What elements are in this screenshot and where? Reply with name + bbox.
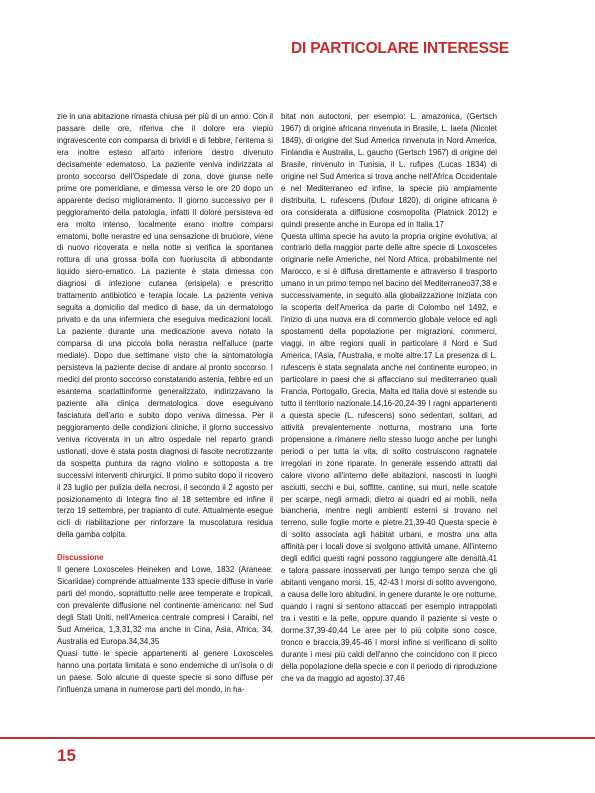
discussion-paragraph-genus: Il genere Loxosceles Heineken and Lowe, 1832 (Araneae: Sicariidae) comprende attualmente 133 specie diffuse in varie parti del mondo, soprattutto nelle aree temperate e tropicali, con prevalente diffusione nel continente americano: nel Sud degli Stati Uniti, nell'America centrale compresi i Caraibi, nel Sud America, 1,3,31,32 ma anche in Cina, Asia, Africa, 34, Australia ed Europa.34,34,35 xyxy=(57,565,273,646)
left-text-column xyxy=(57,111,273,696)
footer-divider xyxy=(0,737,595,739)
page-section-title: DI PARTICOLARE INTERESSE xyxy=(291,40,509,57)
right-text-column xyxy=(281,111,497,685)
rufescens-paragraph: Questa ultima specie ha avuto la propria origine evolutiva, al contrario della maggior parte delle altre specie di Loxosceles originarie nelle Americhe, nel Nord Africa, probabilmente nel Marocco, e si è diffusa direttamente e attraverso il trasporto umano in un primo tempo nel bacino del Mediterraneo37,38 e successivamente, in seguito alla globalizzazione iniziata con la scoperta dell'America da parte di Colombo nel 1492, e l'inizio di una nuova era di commercio globale veloce ed agli spostamenti della popolazione per migrazioni, commerci, viaggi, in altre regioni quali in particolare il Nord e Sud America, l'Asia, l'Australia, e molte altre.17 La presenza di L. rufescens è stata segnalata anche nel continente europeo, in particolare in paesi che si affacciano sul mediterraneo quali Francia, Portogallo, Grecia, Malta ed Italia dove si estende su tutto il territorio nazionale.14,16-20,24-39 I ragni appartenenti a questa specie (L. rufescens) sono sedentari, solitari, ad attività prevalentemente notturna, mostrano una forte propensione a rimanere nello stesso luogo anche per lunghi periodi o per tutta la vita, di solito costruiscono ragnatele irregolari in zone riparate. In generale essendo attratti dal calore vivono all'interno delle abitazioni, nascosti in luoghi asciutti, secchi e bui, soffitte, cantine, sui muri, nelle scatole per scarpe, negli armadi, dietro ai quadri ed ai mobili, nella biancheria, mentre negli ambienti esterni si trovano nel terreno, sulle foglie morte e pietre.21,39-40 Questa specie è di solito associata agli habitat urbani, e mostra una alta affinità per i locali dove si svolgono attività umane. All'interno degli edifici questi ragni possono raggiungere alte densità,41 e talora passare inosservati per lungo tempo senza che gli abitanti vengano morsi. 15, 42-43 I morsi di solito avvengono, a causa delle loro abitudini, in genere durante le ore notturne, quando i ragni si sentono attaccati per esempio intrappolati tra i vestiti e la pelle, oppure quando il paziente si veste o dorme.37,39-40,44 Le aree per lo più colpite sono cosce, tronco e braccia.39,45-46 I morsi infine si verificano di solito durante i mesi più caldi dell'anno che coincidono con il picco della popolazione della specie e con il periodo di riproduzione che va da maggio ad agosto).37,46 xyxy=(281,231,497,683)
habitat-paragraph: bitat non autoctoni, per esempio: L. amazonica, (Gertsch 1967) di origine africana rinvenuta in Brasile, L. laeta (Nicolet 1849), di origine del Sud America rinvenuta in Nord America, Finlandia e Australia, L. gaucho (Gertsch 1967) di origine del Brasile, rinvenuto in Tunisia, il L. rufipes (Lucas 1834) di origine nel Sud America si trova anche nell'Africa Occidentale e nel Mediterraneo ed infine, la specie più ampiamente distribuita, L. rufescens (Dufour 1820), di origine africana è ora considerata a diffusione cosmopolita (Platnick 2012) e quindi presente anche in Europa ed in Italia.17 xyxy=(281,112,497,229)
discussion-heading: Discussione xyxy=(57,553,104,563)
page-number: 15 xyxy=(57,746,76,765)
discussion-paragraph-species: Quasi tutte le specie appartenenti al genere Loxosceles hanno una portata limitata e sono endemiche di un'isola o di un paese. Solo alcune di queste specie si sono diffuse per l'influenza umana in numerose parti del mondo, in ha- xyxy=(57,648,273,694)
case-report-paragraph: zie in una abitazione rimasta chiusa per più di un anno. Con il passare delle ore, riferiva che il dolore era viepiù ingravescente con comparsa di brividi e di febbre, l'eritema si era inoltre esteso all'arto inferiore destro divenuto decisamente edematoso. La paziente veniva indirizzata al pronto soccorso dell'Ospedale di zona, dove giunse nelle prime ore pomeridiane, e dimessa verso le ore 20 dopo un apparente deciso miglioramento. Il giorno successivo per il peggioramento della patologia, infatti il dolore persisteva ed era molto intenso, localmente erano inoltre comparsi ematomi, bolle nerastre ed una sensazione di bruciore, viene di nuovo ricoverata e nella notte si verifica la spontanea rottura di una grossa bolla con fuoriuscita di abbondante liquido siero-ematico. La paziente è stata dimessa con diagnosi di infezione cutanea (erisipela) e prescritto trattamento antibiotico e terapia locale. La paziente veniva seguita a domicilio dal medico di base, da un dermatologo privato e da una infermiera che eseguiva medicazioni locali. La paziente durante una medicazione aveva notato la comparsa di una piccola bolla nerastra nell'alluce (parte mediale). Dopo due settimane visto che la sintomatologia persisteva la paziente decise di andare al pronto soccorso. I medici del pronto soccorso constatando astenia, febbre ed un esantema scarlattiniforme generalizzato, indirizzavano la paziente alla clinica dermatologica dove eseguivano fasciatura dell'arto e subito dopo veniva dimessa. Per il peggioramento delle condizioni cliniche, il giorno successivo veniva ricoverata in un altro ospedale nel reparto grandi ustionati, dove è stata posta diagnosi di fascite necrotizzante da sospetta puntura da ragno violino e sottoposta a tre successivi interventi chirurgici. Il primo subito dopo il ricovero il 23 luglio per pulizia della necrosi, il secondo il 2 agosto per posizionamento di Integra fino al 18 settembre ed infine il terzo 19 settembre, per trapianto di cute. Attualmente esegue cicli di riabilitazione per rinforzare la muscolatura residua della gamba colpita. xyxy=(57,112,273,540)
